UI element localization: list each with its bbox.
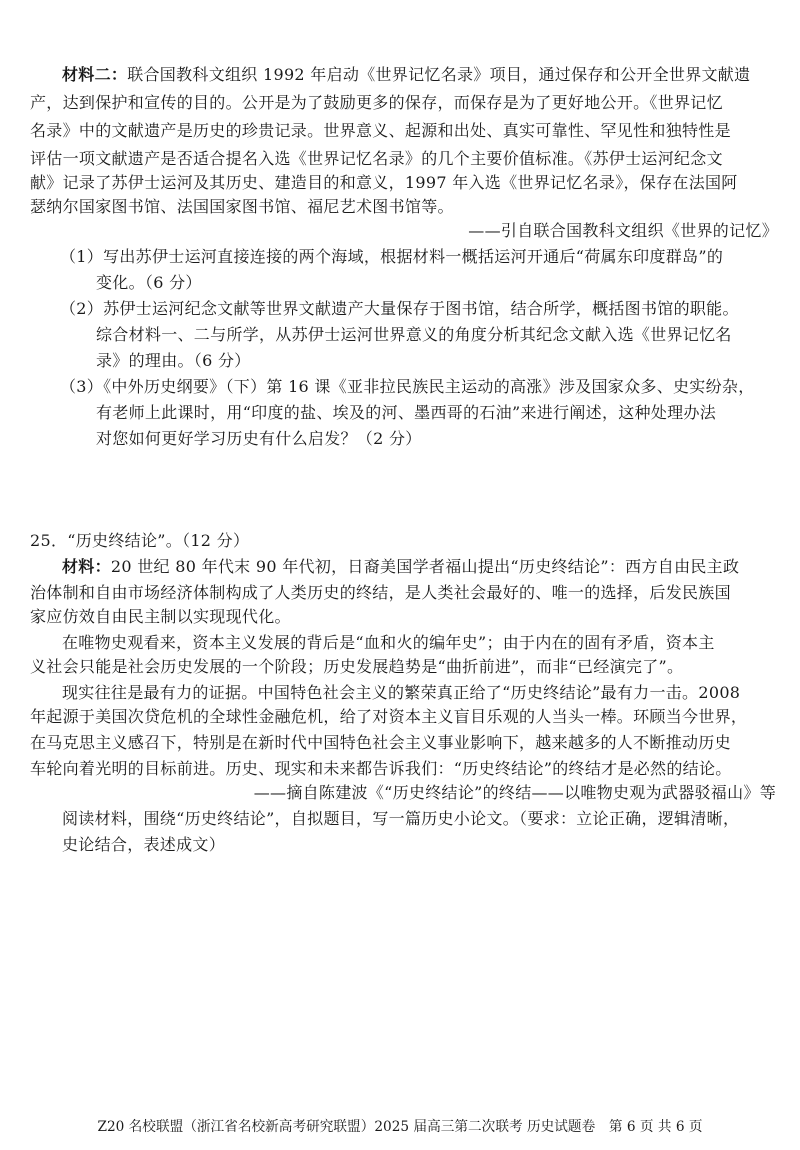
- question-3-line-1: （3）《中外历史纲要》（下）第 16 课《亚非拉民族民主运动的高涨》涉及国家众多、史实纷杂，: [60, 377, 755, 396]
- q25-paragraph-2-line-2: 义社会只能是社会历史发展的一个阶段；历史发展趋势是“曲折前进”，而非“已经演完了”。: [30, 657, 684, 676]
- q25-material-label: 材料：: [62, 557, 111, 576]
- q25-task-line-1: 阅读材料，围绕“历史终结论”，自拟题目，写一篇历史小论文。（要求：立论正确，逻辑清晰，: [62, 809, 740, 828]
- material2-line-5: 献》记录了苏伊士运河及其历史、建造目的和意义，1997 年入选《世界记忆名录》，保存在法国阿: [30, 173, 738, 192]
- q25-paragraph-3-line-2: 年起源于美国次贷危机的全球性金融危机，给了对资本主义盲目乐观的人当头一棒。环顾当今世界，: [30, 707, 748, 726]
- q25-paragraph-3-line-1: 现实往往是最有力的证据。中国特色社会主义的繁荣真正给了“历史终结论”最有力一击。2008: [62, 683, 741, 702]
- material2-line-6: 瑟纳尔国家图书馆、法国国家图书馆、福尼艺术图书馆等。: [30, 197, 454, 216]
- material2-source: ——引自联合国教科文组织《世界的记忆》: [468, 221, 778, 240]
- question-1-line-2: 变化。（6 分）: [96, 273, 202, 292]
- q25-paragraph-1-line-3: 家应仿效自由民主制以实现现代化。: [30, 607, 291, 626]
- material2-label: 材料二：: [62, 65, 128, 84]
- question-1-line-1: （1）写出苏伊士运河直接连接的两个海域，根据材料一概括运河开通后“荷属东印度群岛”的: [60, 247, 724, 266]
- q25-task-line-2: 史论结合，表述成文）: [62, 835, 226, 854]
- question-3-line-3: 对您如何更好学习历史有什么启发？（2 分）: [96, 429, 422, 448]
- question-2-line-3: 录》的理由。（6 分）: [96, 351, 251, 370]
- page-footer: Z20 名校联盟（浙江省名校新高考研究联盟）2025 届高三第二次联考 历史试题卷 第 6 页 共 6 页: [97, 1119, 703, 1135]
- question-25-title: 25．“历史终结论”。（12 分）: [30, 531, 250, 550]
- material2-line-2: 产，达到保护和宣传的目的。公开是为了鼓励更多的保存，而保存是为了更好地公开。《世界记忆: [30, 93, 723, 112]
- question-3-line-2: 有老师上此课时，用“印度的盐、埃及的河、墨西哥的石油”来进行阐述，这种处理办法: [96, 403, 717, 422]
- q25-paragraph-1-line-1: [62, 556, 739, 578]
- material2-line-1-text: 联合国教科文组织 1992 年启动《世界记忆名录》项目，通过保存和公开全世界文献遗: [127, 65, 751, 84]
- q25-paragraph-3-line-4: 车轮向着光明的目标前进。历史、现实和未来都告诉我们：“历史终结论”的终结才是必然的结论。: [30, 759, 732, 778]
- q25-paragraph-1-line-2: 治体制和自由市场经济体制构成了人类历史的终结，是人类社会最好的、唯一的选择，后发民族国: [30, 583, 731, 602]
- q25-source: ——摘自陈建波《“历史终结论”的终结——以唯物史观为武器驳福山》等: [253, 783, 776, 802]
- q25-p1-line-1-text: 20 世纪 80 年代末 90 年代初，日裔美国学者福山提出“历史终结论”：西方自由民主政: [110, 557, 740, 576]
- q25-paragraph-2-line-1: 在唯物史观看来，资本主义发展的背后是“血和火的编年史”；由于内在的固有矛盾，资本主: [62, 633, 715, 652]
- material2-line-4: 评估一项文献遗产是否适合提名入选《世界记忆名录》的几个主要价值标准。《苏伊士运河纪念文: [30, 149, 723, 168]
- material2-line-3: 名录》中的文献遗产是历史的珍贵记录。世界意义、起源和出处、真实可靠性、罕见性和独特性是: [30, 121, 731, 140]
- question-2-line-1: （2）苏伊士运河纪念文献等世界文献遗产大量保存于图书馆，结合所学，概括图书馆的职能。: [60, 299, 739, 318]
- material2-line-1: [62, 64, 776, 86]
- q25-paragraph-3-line-3: 在马克思主义感召下，特别是在新时代中国特色社会主义事业影响下，越来越多的人不断推动历史: [30, 733, 731, 752]
- question-2-line-2: 综合材料一、二与所学，从苏伊士运河世界意义的角度分析其纪念文献入选《世界记忆名: [96, 325, 732, 344]
